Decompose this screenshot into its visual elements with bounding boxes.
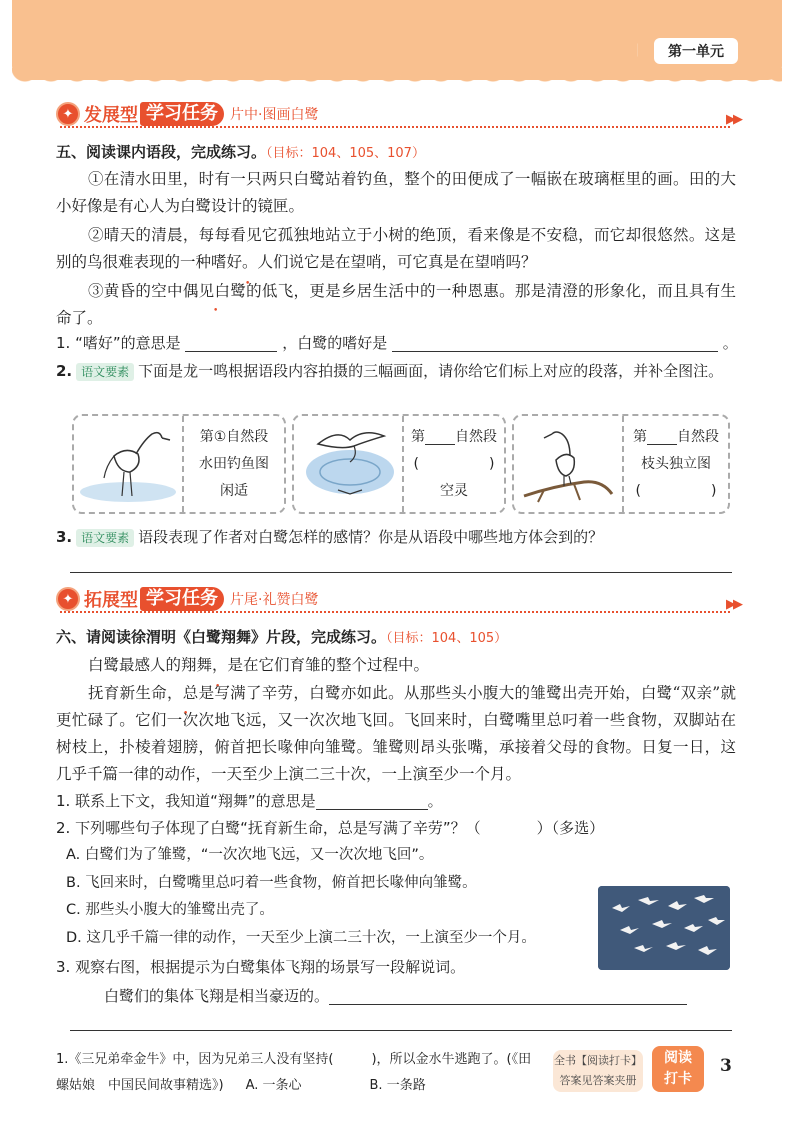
card3-line3[interactable]: ( ) <box>635 483 717 499</box>
passage2-para1: 白鹭最感人的翔舞 • •，是在它们育雏的整个过程中。 <box>56 652 736 679</box>
passage2-para2: 抚育新生命，总是写满了辛劳，白鹭亦如此。从那些头小腹大的雏鹭出壳开始，白鹭“双亲”就更忙碌了。它们一次次地飞远，又一次次地飞回。飞回来时，白鹭嘴里总叼着一些食物，双脚站在树枝上，扑棱着翅膀，俯首把长喙伸向雏鹭。雏鹭则昂头张嘴，承接着父母的食物。日复一日，这几乎千篇一律的动作，一天至少上演二三十次，一上演至少一个月。 <box>56 684 736 783</box>
footer-question: 1.《三兄弟牵金牛》中，因为兄弟三人没有坚持( )，所以金水牛逃跑了。(《田 螺姑娘 中国民间故事精选》) A. 一条心 B. 一条路 <box>56 1052 532 1093</box>
question5-title: 五、阅读课内语段，完成练习。（目标：104、105、107） <box>56 143 425 161</box>
footer-option-a[interactable]: A. 一条心 <box>245 1078 302 1093</box>
section2-subtitle: 片尾·礼赞白鹭 <box>230 592 319 608</box>
heron-on-branch-image <box>514 416 624 512</box>
option-c[interactable]: C. 那些头小腹大的雏鹭出壳了。 <box>66 902 274 918</box>
card3-line1: 第 自然段 <box>633 429 719 445</box>
section1-divider <box>60 126 730 128</box>
section2-header <box>56 585 318 613</box>
s2q2-options <box>66 842 536 952</box>
unit-label: 第一单元 <box>654 38 738 64</box>
passage1-para3: ③黄昏的空中偶见白鹭的低飞，更是乡居生活中的一种恩惠。那是清澄的形象化，而且具有生命了。 <box>56 282 736 327</box>
photo-card-2 <box>292 414 506 514</box>
question6-title: 六、请阅读徐渭明《白鹭翔舞》片段，完成练习。（目标：104、105） <box>56 628 508 646</box>
card2-line2[interactable]: ( ) <box>413 456 495 472</box>
s2-question2: 2. 下列哪些句子体现了白鹭“抚育新生命，总是写满了辛劳”？（ ）（多选） <box>56 819 605 837</box>
lightbulb-icon: ✦ <box>56 587 80 611</box>
card1-line1: 第①自然段 <box>199 429 269 445</box>
s1-question3: 3. 语文要素 语段表现了作者对白鹭怎样的感情？你是从语段中哪些地方体会到的？ <box>56 528 604 546</box>
card2-blank[interactable] <box>425 429 455 445</box>
card3-line2: 枝头独立图 <box>641 456 711 472</box>
s2q3-blank[interactable] <box>329 989 687 1005</box>
s2q1-blank[interactable] <box>316 794 428 810</box>
option-d[interactable]: D. 这几乎千篇一律的动作，一天至少上演二三十次，一上演至少一个月。 <box>66 929 536 946</box>
section1-header <box>56 100 318 128</box>
arrow-icon: ▶▶ <box>726 112 740 127</box>
card1-line3: 闲适 <box>220 483 248 499</box>
passage1-para1: ①在清水田里，时有一只两只白鹭站着钓鱼，整个的田便成了一幅嵌在玻璃框里的画。田的大小好像是有心人为白鹭设计的镜匣。 <box>56 170 736 215</box>
chinese-element-tag: 语文要素 <box>76 363 134 381</box>
s1q3-answer-line[interactable] <box>70 572 732 573</box>
s1-question2: 2. 语文要素 下面是龙一鸣根据语段内容拍摄的三幅画面，请你给它们标上对应的段落，并补全图注。 <box>56 362 724 380</box>
photo-card-1 <box>72 414 286 514</box>
s2q3-prompt: 白鹭们的集体飞翔是相当豪迈的。 <box>104 983 734 1010</box>
s1q1-blank2[interactable] <box>392 336 718 352</box>
s2q3-answer-line[interactable] <box>70 1030 732 1031</box>
arrow-icon: ▶▶ <box>726 597 740 612</box>
chinese-element-tag: 语文要素 <box>76 529 134 547</box>
heron-fishing-image <box>74 416 184 512</box>
passage1-para2: ②晴天的清晨，每每看见它孤独地站立于小树的绝顶，看来像是不安稳，而它却很悠然。这是别的鸟很难表现的一种嗜好 • •。人们说它是在望哨，可它真是在望哨吗？ <box>56 222 736 276</box>
footer-option-b[interactable]: B. 一条路 <box>369 1078 426 1093</box>
option-b[interactable]: B. 飞回来时，白鹭嘴里总叼着一些食物，俯首把长喙伸向雏鹭。 <box>66 874 477 891</box>
s1-question1: 1. “嗜好”的意思是 ，白鹭的嗜好是 。 <box>56 334 738 352</box>
card2-line1: 第 自然段 <box>411 429 497 445</box>
section2-type: 拓展型 <box>84 590 138 611</box>
page-number: 3 <box>720 1056 732 1076</box>
section1-type: 发展型 <box>84 105 138 126</box>
option-a[interactable]: A. 白鹭们为了雏鹭，“一次次地飞远，又一次次地飞回”。 <box>66 847 434 863</box>
reading-checkin-badge: 阅读 打卡 <box>652 1046 704 1092</box>
heron-flying-low-image <box>294 416 404 512</box>
s1q1-blank1[interactable] <box>185 336 277 352</box>
card2-line3: 空灵 <box>440 483 468 499</box>
answer-note-box: 全书【阅读打卡】 答案见答案夹册 <box>553 1050 643 1092</box>
section2-divider <box>60 611 730 613</box>
unit-tab-ghost: ｜ <box>630 44 644 59</box>
s2-question3: 3. 观察右图，根据提示为白鹭集体飞翔的场景写一段解说词。 <box>56 958 466 976</box>
s2-question1: 1. 联系上下文，我知道“翔舞”的意思是 。 <box>56 792 443 810</box>
section2-task: 学习任务 <box>140 587 224 611</box>
card3-blank[interactable] <box>647 429 677 445</box>
section1-task: 学习任务 <box>140 102 224 126</box>
lightbulb-icon: ✦ <box>56 102 80 126</box>
card1-line2: 水田钓鱼图 <box>199 456 269 472</box>
photo-card-3 <box>512 414 730 514</box>
section1-subtitle: 片中·图画白鹭 <box>230 107 319 123</box>
